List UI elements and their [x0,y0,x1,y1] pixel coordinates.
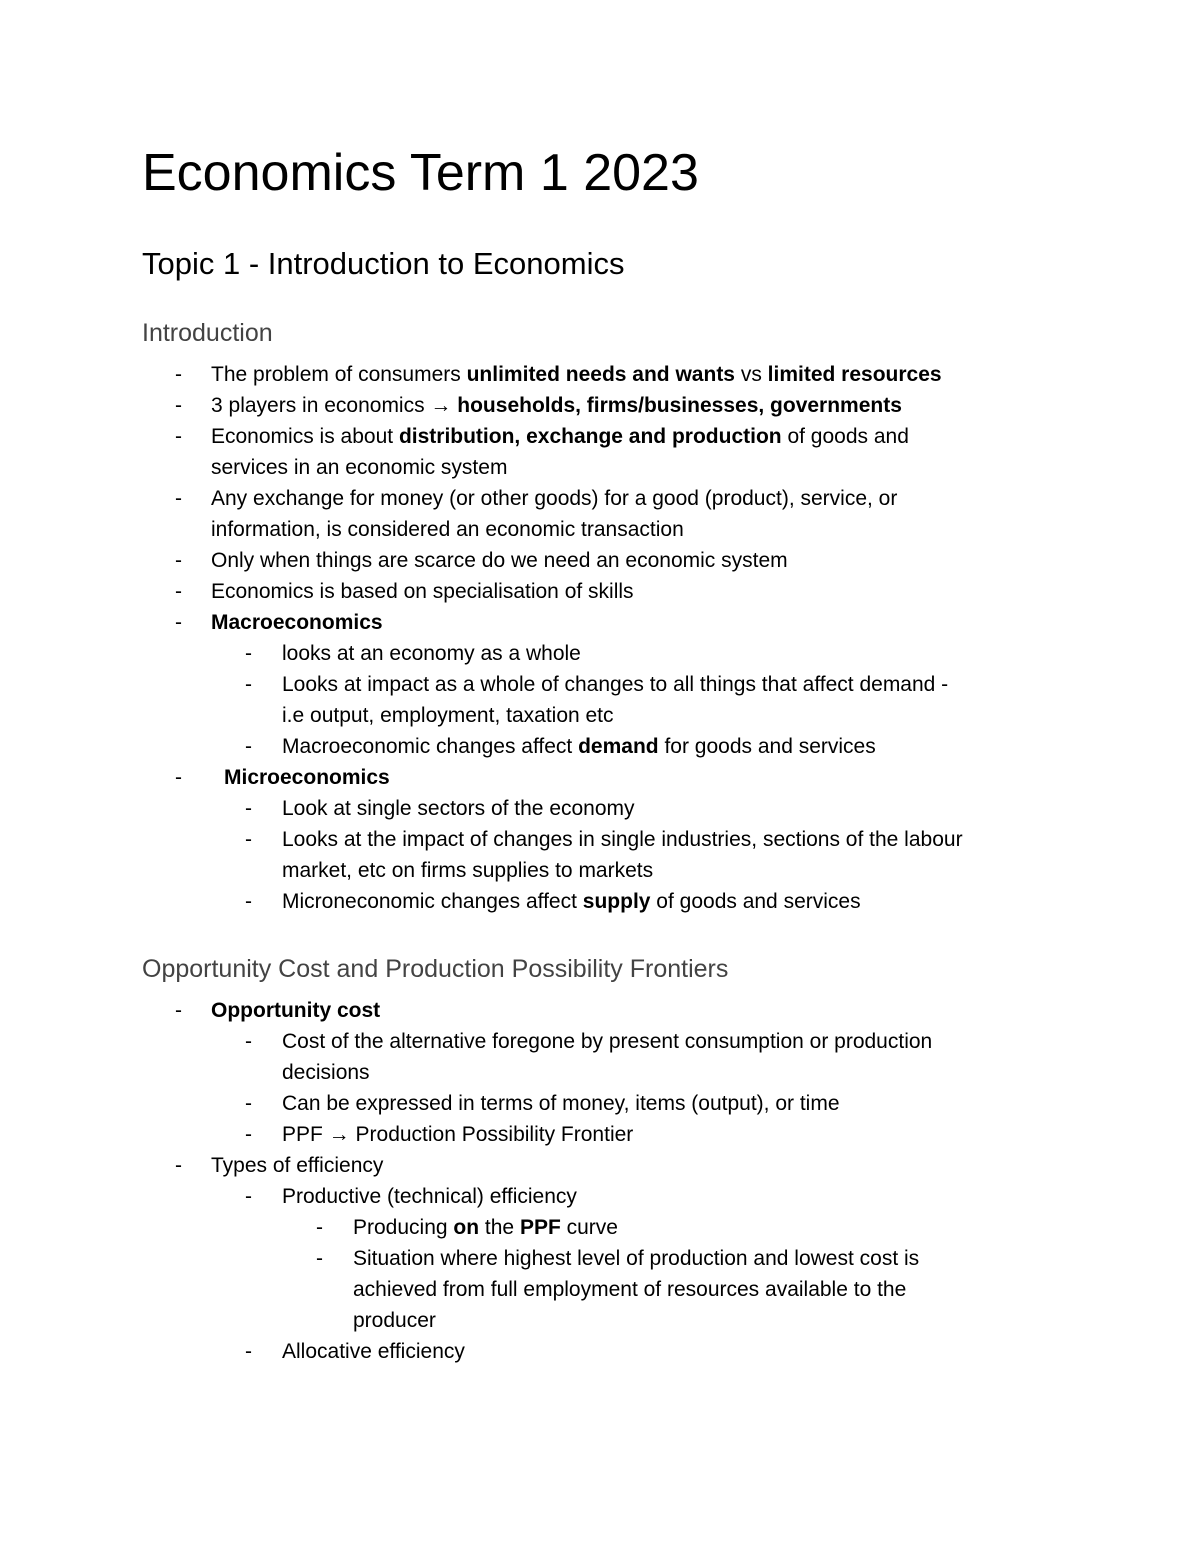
bullet-dash: - [245,828,252,851]
bullet-dash: - [245,1340,252,1363]
list-item [0,1336,1200,1367]
list-item-text: 3 players in economics → households, firms/businesses, governments [211,394,902,417]
list-item-text: Only when things are scarce do we need an economic system [211,549,788,572]
list-item-text: Macroeconomic changes affect demand for goods and services [282,735,876,758]
list-item [0,607,1200,638]
bullet-dash: - [245,642,252,665]
list-item-continuation: information, is considered an economic transaction [211,518,684,541]
list-item-text: Look at single sectors of the economy [282,797,635,820]
list-item-continuation: producer [353,1309,436,1332]
list-item-text: Productive (technical) efficiency [282,1185,577,1208]
list-item-continuation: i.e output, employment, taxation etc [282,704,614,727]
list-item-text: Macroeconomics [211,611,383,634]
list-item-text: Economics is about distribution, exchange and production of goods and [211,425,909,448]
bullet-dash: - [245,1123,252,1146]
bullet-dash: - [245,890,252,913]
bullet-dash: - [316,1216,323,1239]
introduction-list [0,359,1200,917]
list-item [0,638,1200,669]
bullet-dash: - [175,611,182,634]
list-item-text: looks at an economy as a whole [282,642,581,665]
list-item-text: The problem of consumers unlimited needs and wants vs limited resources [211,363,942,386]
bullet-dash: - [245,673,252,696]
list-item [0,359,1200,390]
list-item-text: Can be expressed in terms of money, items (output), or time [282,1092,840,1115]
bullet-dash: - [175,425,182,448]
bullet-dash: - [175,580,182,603]
list-item [0,1119,1200,1150]
list-item-text: Cost of the alternative foregone by present consumption or production [282,1030,933,1053]
section-heading-introduction: Introduction [142,319,273,347]
bullet-dash: - [175,487,182,510]
list-item-text: Microeconomics [224,766,390,789]
list-item [0,995,1200,1026]
list-item-text: Producing on the PPF curve [353,1216,618,1239]
list-item-continuation: decisions [282,1061,370,1084]
topic-heading: Topic 1 - Introduction to Economics [142,246,625,281]
list-item-continuation: services in an economic system [211,456,508,479]
list-item [0,1212,1200,1243]
list-item [0,390,1200,421]
list-item-text: Types of efficiency [211,1154,384,1177]
bullet-dash: - [245,797,252,820]
bullet-dash: - [175,549,182,572]
list-item-continuation: achieved from full employment of resources available to the [353,1278,907,1301]
list-item [0,731,1200,762]
list-item-text: PPF → Production Possibility Frontier [282,1123,634,1146]
list-item [0,1088,1200,1119]
bullet-dash: - [175,766,182,789]
list-item [0,824,1200,855]
bullet-dash: - [175,999,182,1022]
opportunity-cost-list [0,995,1200,1367]
bullet-dash: - [175,363,182,386]
list-item-text: Situation where highest level of production and lowest cost is [353,1247,920,1270]
list-item [0,421,1200,452]
document-title: Economics Term 1 2023 [142,144,699,202]
list-item [0,576,1200,607]
list-item [0,1026,1200,1057]
section-heading-opportunity-cost: Opportunity Cost and Production Possibility Frontiers [142,955,729,983]
bullet-dash: - [245,1092,252,1115]
list-item [0,793,1200,824]
list-item-text: Looks at the impact of changes in single industries, sections of the labour [282,828,963,851]
bullet-dash: - [245,735,252,758]
bullet-dash: - [245,1185,252,1208]
list-item-text: Any exchange for money (or other goods) for a good (product), service, or [211,487,898,510]
list-item-text: Economics is based on specialisation of skills [211,580,634,603]
bullet-dash: - [316,1247,323,1270]
list-item-text: Allocative efficiency [282,1340,465,1363]
list-item [0,545,1200,576]
list-item-text: Microneconomic changes affect supply of goods and services [282,890,861,913]
list-item-text: Opportunity cost [211,999,381,1022]
list-item-continuation: market, etc on firms supplies to markets [282,859,654,882]
list-item [0,669,1200,700]
bullet-dash: - [175,394,182,417]
list-item [0,886,1200,917]
list-item [0,483,1200,514]
list-item [0,1243,1200,1274]
list-item-text: Looks at impact as a whole of changes to all things that affect demand - [282,673,949,696]
bullet-dash: - [245,1030,252,1053]
list-item [0,762,1200,793]
list-item [0,1150,1200,1181]
list-item [0,1181,1200,1212]
bullet-dash: - [175,1154,182,1177]
